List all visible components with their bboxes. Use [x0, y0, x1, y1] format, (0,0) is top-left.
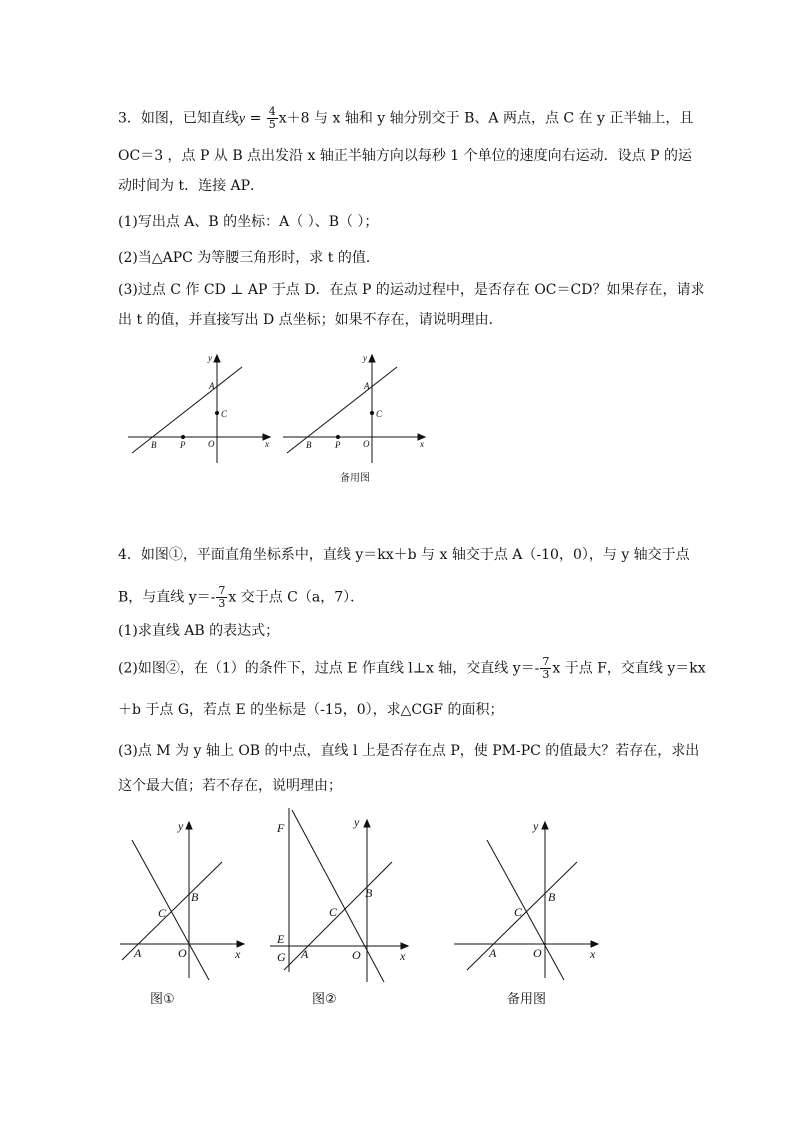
q4-fig1-caption: 图①	[150, 992, 175, 1007]
q4-part-3b: 这个最大值；若不存在，说明理由；	[118, 778, 342, 794]
q4-figures	[112, 800, 612, 1015]
q4-line-2	[118, 585, 364, 610]
label-x: x	[590, 947, 596, 961]
point-c	[215, 411, 218, 414]
point-p	[181, 435, 184, 438]
label-p: P	[335, 440, 341, 450]
y-axis-arrow	[186, 822, 192, 829]
label-y: y	[533, 819, 539, 833]
q4-line-2-start: B，与直线 y＝-	[118, 589, 216, 606]
q3-line-3: 动时间为 t．连接 AP．	[118, 178, 265, 194]
label-c: C	[221, 409, 228, 419]
q3-figures	[120, 345, 440, 490]
label-o: O	[352, 948, 361, 962]
label-x: x	[400, 949, 406, 963]
label-y: y	[354, 815, 360, 829]
label-b: B	[548, 890, 556, 904]
label-c: C	[329, 905, 338, 919]
line-oc	[132, 840, 209, 980]
label-o: O	[208, 439, 215, 449]
label-a: A	[364, 381, 370, 391]
q4-fraction-num: 7	[218, 584, 226, 597]
q3-fraction-den: 5	[268, 118, 276, 131]
q3-text-rest: x＋8 与 x 轴和 y 轴分别交于 B、A 两点，点 C 在 y 正半轴上，且	[278, 110, 694, 127]
q4-part-1: (1)求直线 AB 的表达式；	[118, 623, 280, 639]
q3-fig-caption: 备用图	[340, 473, 370, 484]
label-c: C	[514, 905, 523, 919]
q3-var-y: y	[238, 111, 246, 127]
label-b: B	[151, 440, 157, 450]
line-oc	[487, 840, 564, 980]
q4-part-2a	[118, 656, 706, 681]
q4-p2-fraction-num: 7	[542, 655, 550, 668]
q4-part-2-end: x 于点 F，交直线 y＝kx	[552, 660, 706, 677]
label-b: B	[365, 886, 373, 900]
q3-line-2: OC＝3 ，点 P 从 B 点出发沿 x 轴正半轴方向以每秒 1 个单位的速度向右运动．设点 P 的运	[118, 148, 692, 164]
q3-line-1	[118, 106, 693, 131]
q4-part-3a: (3)点 M 为 y 轴上 OB 的中点，直线 l 上是否存在点 P，使 PM-PC 的值最大？若存在，求出	[118, 743, 700, 759]
q4-figure-2	[270, 808, 408, 1007]
label-o: O	[363, 439, 370, 449]
point-c	[370, 411, 373, 414]
q4-p2-fraction-den: 3	[542, 668, 550, 681]
label-b: B	[191, 890, 199, 904]
q4-line-1: 4．如图①，平面直角坐标系中，直线 y＝kx＋b 与 x 轴交于点 A（-10，0），与 y 轴交于点	[118, 547, 690, 563]
q4-fraction	[216, 585, 227, 610]
q3-part-1: (1)写出点 A、B 的坐标：A（ ）、B（ ）；	[118, 214, 379, 230]
y-axis-arrow	[542, 822, 548, 829]
q4-fig3-caption: 备用图	[507, 992, 547, 1007]
label-e: E	[277, 932, 285, 946]
y-axis-arrow	[214, 355, 220, 362]
q3-equals: =	[245, 110, 266, 127]
point-p	[336, 435, 339, 438]
q3-figure-spare	[283, 353, 425, 484]
q3-text-intro: 3．如图，已知直线	[118, 110, 239, 127]
label-o: O	[178, 946, 187, 960]
q3-fraction-num: 4	[268, 105, 276, 118]
label-x: x	[235, 947, 241, 961]
label-o: O	[533, 946, 542, 960]
label-x: x	[265, 439, 269, 449]
q4-part-2b: ＋b 于点 G，若点 E 的坐标是（-15，0），求△CGF 的面积；	[118, 702, 504, 718]
q3-part-2: (2)当△APC 为等腰三角形时，求 t 的值．	[118, 250, 380, 266]
label-x: x	[420, 439, 424, 449]
q4-figure-spare	[454, 819, 598, 1007]
label-y: y	[178, 819, 184, 833]
label-a: A	[489, 946, 497, 960]
label-a: A	[301, 947, 309, 961]
q4-part-2-fraction	[540, 656, 551, 681]
label-p: P	[180, 440, 186, 450]
label-y: y	[208, 353, 212, 363]
q4-figure-1	[120, 819, 244, 1007]
label-y: y	[363, 353, 367, 363]
label-g: G	[277, 950, 286, 964]
y-axis-arrow	[364, 820, 370, 827]
label-a: A	[134, 946, 142, 960]
y-axis-arrow	[369, 355, 375, 362]
label-a: A	[209, 381, 215, 391]
label-c: C	[376, 409, 383, 419]
label-c: C	[158, 906, 167, 920]
q3-fraction	[267, 106, 278, 131]
q4-part-2-start: (2)如图②，在（1）的条件下，过点 E 作直线 l⊥x 轴，交直线 y＝-	[118, 660, 540, 677]
q3-part-3b: 出 t 的值，并直接写出 D 点坐标；如果不存在，请说明理由．	[118, 312, 503, 328]
q4-fraction-den: 3	[218, 597, 226, 610]
label-b: B	[306, 440, 312, 450]
q3-part-3a: (3)过点 C 作 CD ⊥ AP 于点 D．在点 P 的运动过程中，是否存在 OC＝CD？如果存在，请求	[118, 282, 705, 298]
q4-fig2-caption: 图②	[312, 992, 337, 1007]
q3-figure-main	[128, 355, 270, 463]
q4-line-2-end: x 交于点 C（a，7）．	[228, 589, 365, 606]
label-f: F	[277, 821, 285, 835]
